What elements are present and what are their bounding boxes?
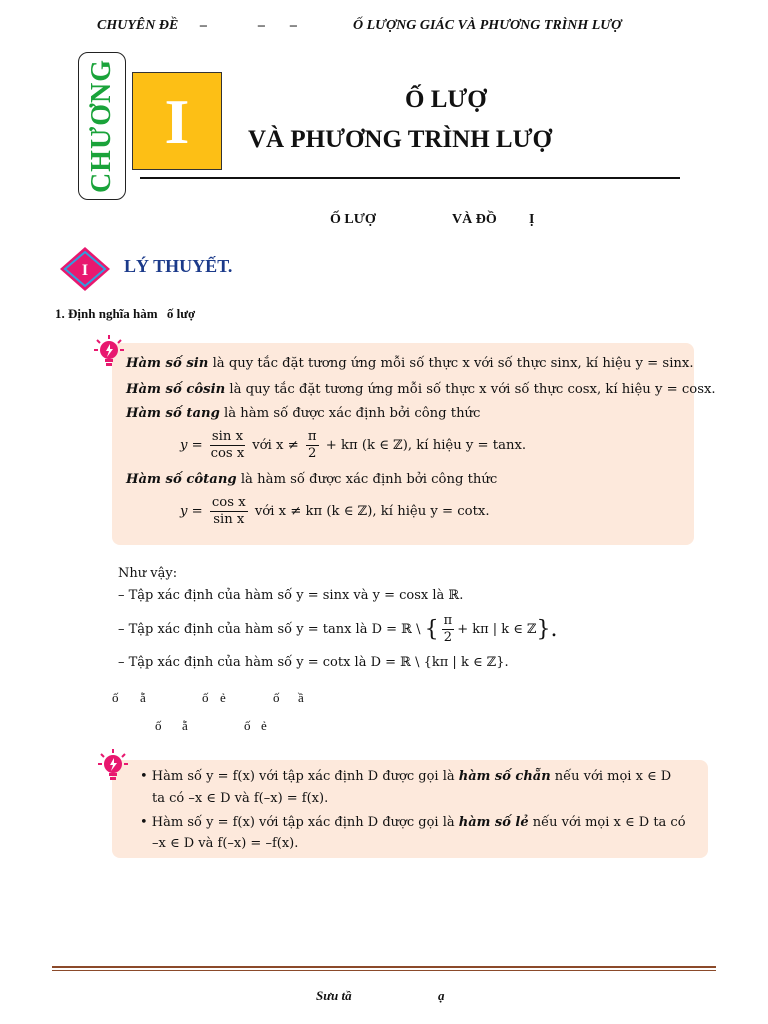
- tan-pi-fraction: [306, 429, 319, 462]
- tan-tail: + kπ (k ∈ ℤ), kí hiệu y = tanx.: [325, 438, 527, 453]
- def-sin: [126, 356, 694, 371]
- section-title: LÝ THUYẾT.: [124, 256, 233, 276]
- lightbulb-icon: [94, 334, 124, 368]
- cot-lhs: y =: [180, 504, 203, 519]
- chapter-title-line2: VÀ PHƯƠNG TRÌNH LƯỢ: [248, 126, 552, 153]
- lightbulb-icon: [98, 748, 128, 782]
- tan-frac-den: cos x: [210, 446, 245, 461]
- glyph-r1d: ẻ: [220, 690, 226, 705]
- glyph-r1b: ẵ: [140, 690, 146, 705]
- header-dash-3: –: [290, 18, 297, 33]
- parity-odd-line2: –x ∈ D và f(–x) = –f(x).: [152, 836, 299, 851]
- def-cos-text: là quy tắc đặt tương ứng mỗi số thực x với số thực cosx, kí hiệu y = cosx.: [225, 382, 716, 397]
- summary-line2-frac: [442, 613, 455, 646]
- parity-odd: [140, 815, 686, 830]
- def-sin-term: Hàm số sin: [126, 356, 209, 371]
- chapter-tab-label: CHƯƠNG: [86, 58, 117, 194]
- tan-lhs: y =: [180, 438, 203, 453]
- parity-odd-pre: • Hàm số y = f(x) với tập xác định D được gọi là: [140, 815, 459, 830]
- summary-line2-pre: – Tập xác định của hàm số y = tanx là D = ℝ \: [118, 622, 421, 637]
- subsection-title: [55, 306, 195, 322]
- chapter-tab: [78, 52, 126, 200]
- subtitle-part1: Ố LƯỢ: [330, 212, 376, 227]
- tan-fraction: [210, 429, 245, 462]
- summary-line1: – Tập xác định của hàm số y = sinx và y = cosx là ℝ.: [118, 588, 464, 603]
- summary-heading: Như vậy:: [118, 566, 178, 581]
- summary-line2-num: π: [443, 613, 453, 628]
- def-sin-text: là quy tắc đặt tương ứng mỗi số thực x với số thực sinx, kí hiệu y = sinx.: [208, 356, 694, 371]
- tan-mid: với x ≠: [252, 438, 299, 453]
- glyph-r2b: ẵ: [182, 718, 188, 733]
- summary-line3: – Tập xác định của hàm số y = cotx là D = ℝ \ {kπ | k ∈ ℤ}.: [118, 655, 509, 670]
- cot-frac-num: cos x: [211, 495, 246, 510]
- parity-even-term: hàm số chẵn: [458, 769, 551, 784]
- glyph-r1a: ố: [112, 690, 119, 705]
- summary-line2: – Tập xác định của hàm số y = tanx là D = ℝ \ { $\frac{\pi}{2}$ + kπ | k ∈ ℤ}.: [118, 613, 558, 645]
- subtitle-part2: VÀ ĐỒ: [452, 212, 497, 227]
- title-rule: [140, 177, 680, 179]
- parity-odd-post: nếu với mọi x ∈ D ta có: [528, 815, 686, 830]
- header-dash-2: –: [258, 18, 265, 33]
- tan-formula: [180, 429, 526, 462]
- parity-odd-term: hàm số lẻ: [458, 815, 529, 830]
- cot-frac-den: sin x: [213, 512, 245, 527]
- footer-left: Sưu tầ: [316, 988, 352, 1003]
- tan-pi-num: π: [307, 429, 317, 444]
- footer-rule: [52, 966, 716, 968]
- chapter-title-line1: Ố LƯỢ: [405, 86, 487, 113]
- parity-even-pre: • Hàm số y = f(x) với tập xác định D được gọi là: [140, 769, 459, 784]
- cot-formula: [180, 495, 490, 528]
- footer-rule-thin: [52, 970, 716, 971]
- def-cos-term: Hàm số côsin: [126, 382, 226, 397]
- glyph-r1f: ầ: [298, 690, 304, 705]
- def-tan: [126, 406, 480, 421]
- def-tan-term: Hàm số tang: [126, 406, 220, 421]
- diamond-badge-icon: [58, 246, 112, 292]
- header-left: CHUYÊN ĐỀ: [97, 18, 179, 33]
- tan-pi-den: 2: [308, 446, 317, 461]
- glyph-r2a: ố: [155, 718, 162, 733]
- parity-even-post: nếu với mọi x ∈ D: [550, 769, 672, 784]
- running-header: [0, 18, 768, 40]
- subtitle-part3: Ị: [529, 212, 535, 227]
- chapter-number-box: [132, 72, 222, 170]
- def-cot: [126, 472, 497, 487]
- def-tan-text: là hàm số được xác định bởi công thức: [219, 406, 481, 421]
- subsection-title-text: 1. Định nghĩa hàm: [55, 306, 158, 321]
- def-cot-term: Hàm số côtang: [126, 472, 237, 487]
- tan-frac-num: sin x: [211, 429, 244, 444]
- header-right: Ố LƯỢNG GIÁC VÀ PHƯƠNG TRÌNH LƯỢ: [353, 18, 622, 33]
- glyph-r1c: ố: [202, 690, 209, 705]
- glyph-r2d: ẻ: [261, 718, 267, 733]
- footer-right: ạ: [438, 988, 445, 1003]
- parity-even-line2: ta có –x ∈ D và f(–x) = f(x).: [152, 791, 329, 806]
- summary-line2-den: 2: [443, 630, 453, 645]
- parity-even: [140, 769, 671, 784]
- glyph-r1e: ố: [273, 690, 280, 705]
- summary-line2-post: + kπ | k ∈ ℤ: [457, 622, 537, 637]
- section-badge-label: I: [81, 262, 89, 279]
- header-dash-1: –: [200, 18, 207, 33]
- def-cot-text: là hàm số được xác định bởi công thức: [236, 472, 498, 487]
- cot-tail: với x ≠ kπ (k ∈ ℤ), kí hiệu y = cotx.: [254, 504, 490, 519]
- glyph-r2c: ố: [244, 718, 251, 733]
- cot-fraction: [210, 495, 248, 528]
- subsection-title-tail: ố lượ: [166, 306, 196, 321]
- chapter-number: I: [164, 86, 190, 157]
- def-cos: [126, 382, 716, 397]
